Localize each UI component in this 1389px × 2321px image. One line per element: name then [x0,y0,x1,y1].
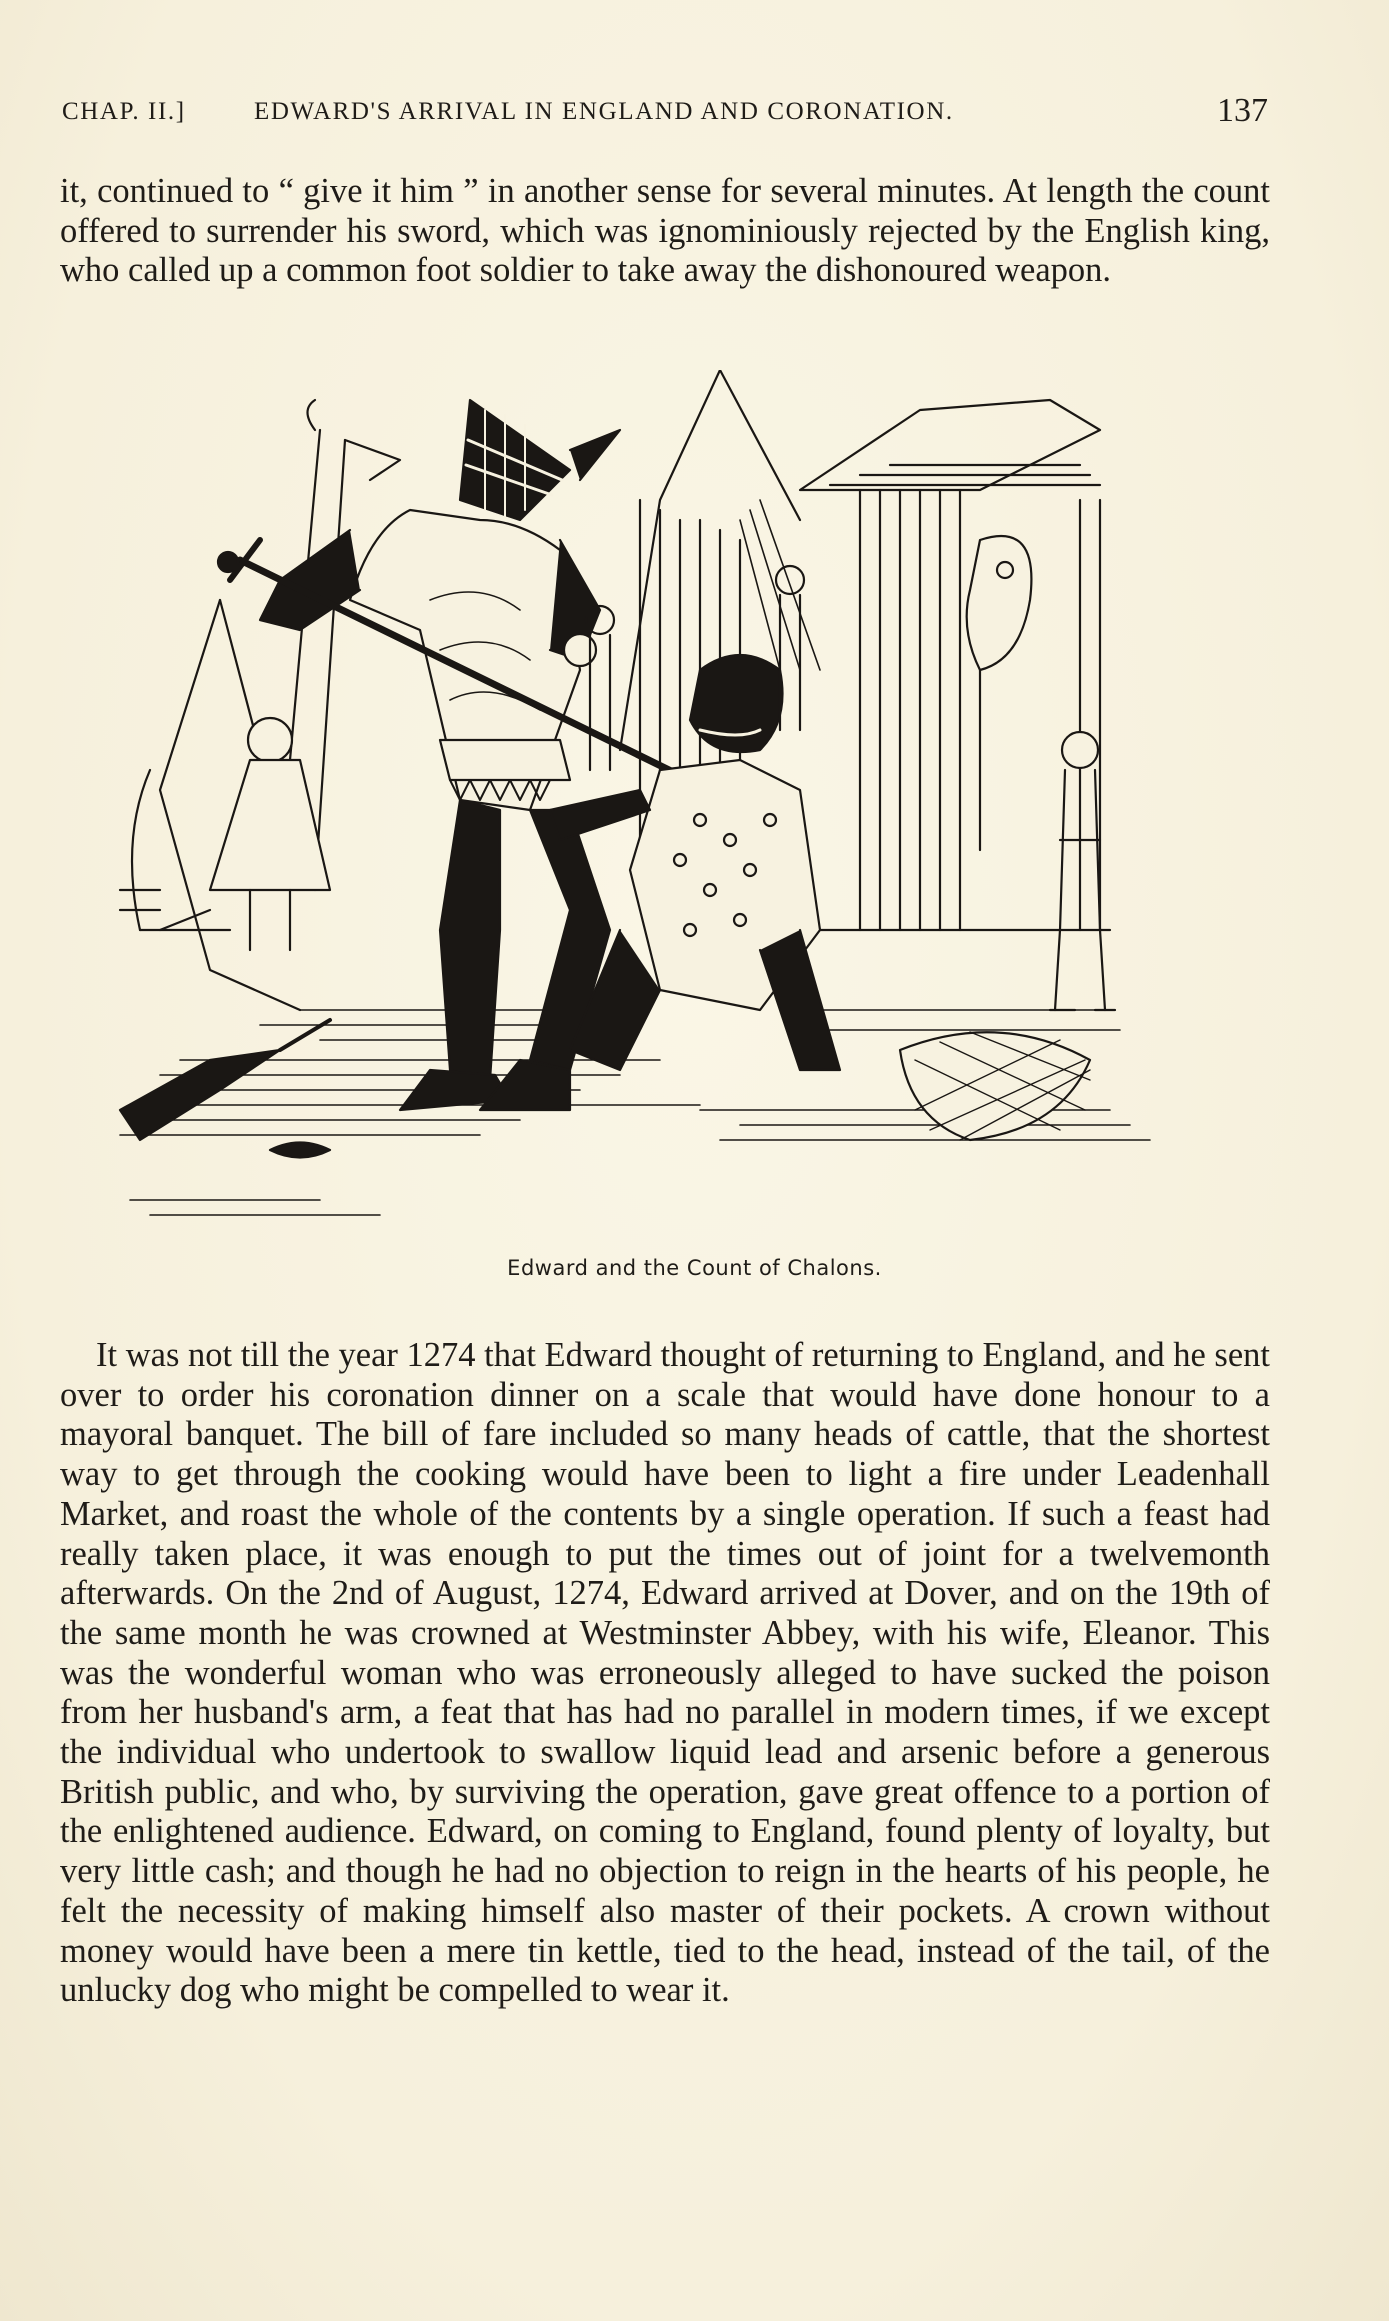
running-title: EDWARD'S ARRIVAL IN ENGLAND AND CORONATION. [254,98,954,125]
illustration-edward-and-count [100,370,1218,1238]
engraving-drawing [100,370,1218,1238]
chapter-label: CHAP. II.] [62,98,186,125]
main-paragraph [60,1336,1270,2011]
child-bystander [160,718,330,950]
main-paragraph-text: It was not till the year 1274 that Edward thought of returning to England, and he sent over to order his coronation dinner on a scale that would have done honour to a mayoral banquet. The bill of fare included so many heads of cattle, that the shortest way to get through the cooking would have been to light a fire under Leadenhall Market, and roast the whole of the contents by a single operation. If such a feast had really taken place, it was enough to put the times out of joint for a twelvemonth afterwards. On the 2nd of August, 1274, Edward arrived at Dover, and on the 19th of the same month he was crowned at Westminster Abbey, with his wife, Eleanor. This was the wonderful woman who was erroneously alleged to have sucked the poison from her husband's arm, a feat that has had no parallel in modern times, if we except the individual who undertook to swallow liquid lead and arsenic before a generous British public, and who, by surviving the operation, gave great offence to a portion of the enlightened audience. Edward, on coming to England, found plenty of loyalty, but very little cash; and though he had no objection to reign in the hearts of his people, he felt the necessity of making himself also master of their pockets. A crown without money would have been a mere tin kettle, tied to the head, instead of the tail, of the unlucky dog who might be compelled to wear it. [60,1336,1270,2010]
foreground-items [120,1020,330,1158]
horse-figure [967,536,1032,850]
continued-paragraph-text: it, continued to “ give it him ” in another sense for several minutes. At length the count offered to surrender his sword, which was ignominiously rejected by the English king, who called up a common foot soldier to take away the dishonoured weapon. [60,172,1270,290]
continued-paragraph [60,172,1270,291]
running-head [62,92,1268,136]
right-bystander [1050,732,1115,1010]
page-number: 137 [1217,92,1268,129]
illustration-caption: Edward and the Count of Chalons. [507,1256,882,1280]
